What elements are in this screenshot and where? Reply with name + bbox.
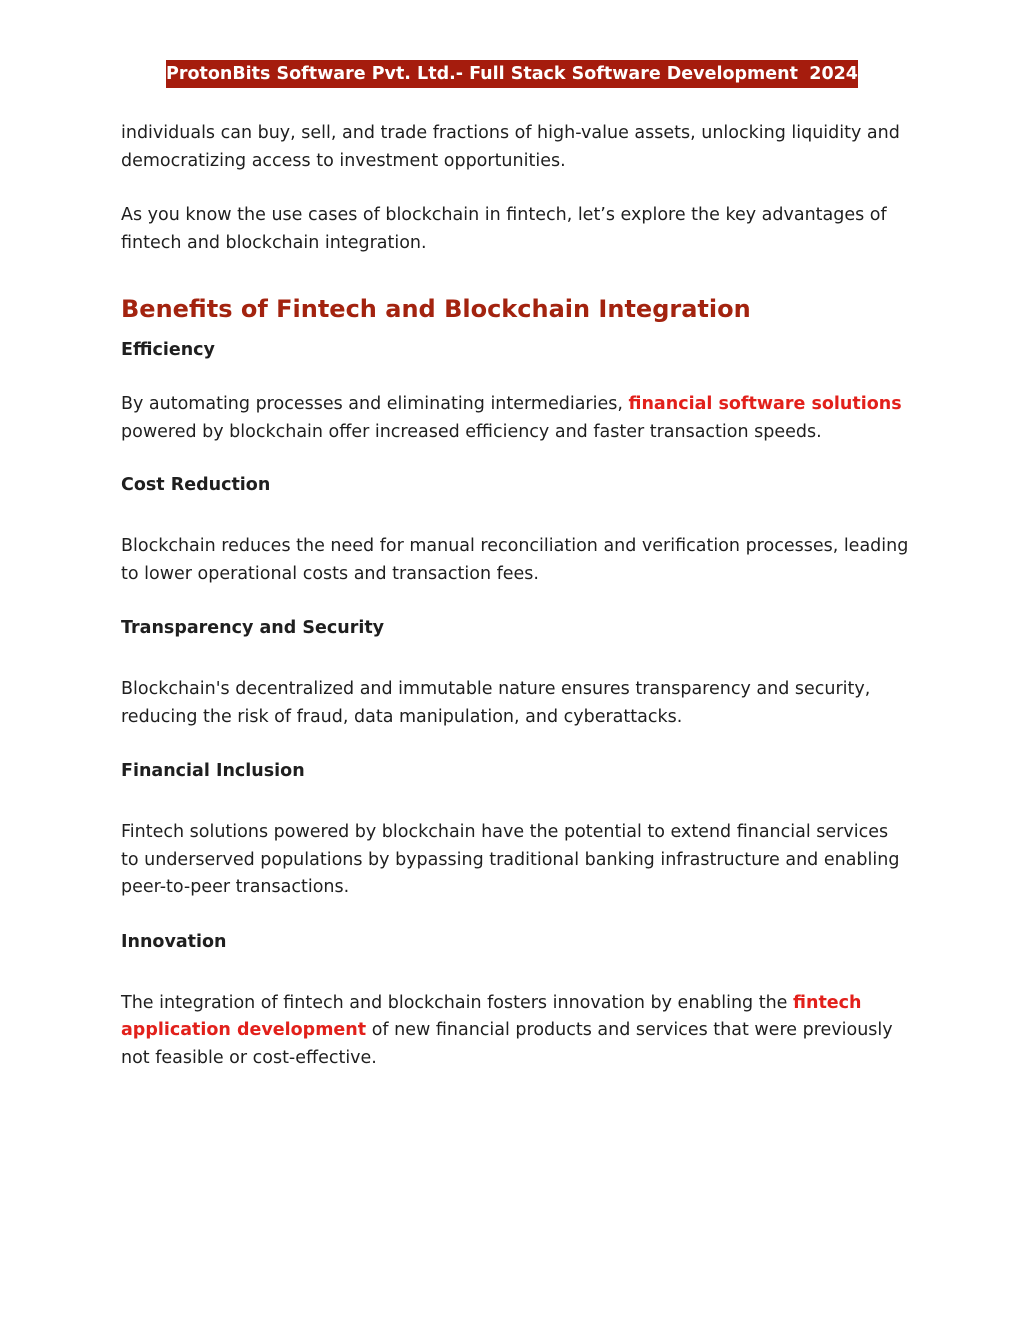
- cost-reduction-paragraph: Blockchain reduces the need for manual reconciliation and verification processes, leading to lower operational costs and transaction fees.: [121, 536, 909, 584]
- financial-software-solutions-link[interactable]: financial software solutions: [628, 394, 902, 414]
- fintech-application-development-link[interactable]: fintech application development: [121, 992, 862, 1040]
- transparency-paragraph: Blockchain's decentralized and immutable nature ensures transparency and security, reducing the risk of fraud, data manipulation, and cyberattacks.: [121, 679, 871, 727]
- innovation-text-after: of new financial products and services that were previously not feasible or cost-effective.: [121, 1020, 893, 1068]
- innovation-text-before: The integration of fintech and blockchain fosters innovation by enabling the: [121, 992, 794, 1013]
- cost-reduction-heading: Cost Reduction: [121, 475, 271, 495]
- transparency-heading: Transparency and Security: [121, 618, 385, 638]
- efficiency-paragraph: [121, 391, 911, 446]
- header-year: 2024: [809, 64, 858, 84]
- intro-continuation-paragraph: individuals can buy, sell, and trade fractions of high-value assets, unlocking liquidity and democratizing access to investment opportunities.: [121, 123, 900, 171]
- innovation-heading: Innovation: [121, 931, 227, 952]
- efficiency-text-after: powered by blockchain offer increased efficiency and faster transaction speeds.: [121, 421, 822, 442]
- document-body: [121, 120, 911, 1072]
- section-title: Benefits of Fintech and Blockchain Integration: [121, 295, 751, 323]
- efficiency-heading: Efficiency: [121, 340, 215, 360]
- page-header-bar: [166, 60, 858, 88]
- header-title: ProtonBits Software Pvt. Ltd.- Full Stack Software Development: [166, 64, 798, 84]
- innovation-paragraph: [121, 990, 911, 1073]
- intro-transition-paragraph: As you know the use cases of blockchain in fintech, let’s explore the key advantages of fintech and blockchain integration.: [121, 205, 887, 253]
- financial-inclusion-heading: Financial Inclusion: [121, 761, 305, 781]
- efficiency-text-before: By automating processes and eliminating intermediaries,: [121, 394, 629, 414]
- financial-inclusion-paragraph: Fintech solutions powered by blockchain have the potential to extend financial services to underserved populations by bypassing traditional banking infrastructure and enabling peer-to-peer transactions.: [121, 822, 900, 897]
